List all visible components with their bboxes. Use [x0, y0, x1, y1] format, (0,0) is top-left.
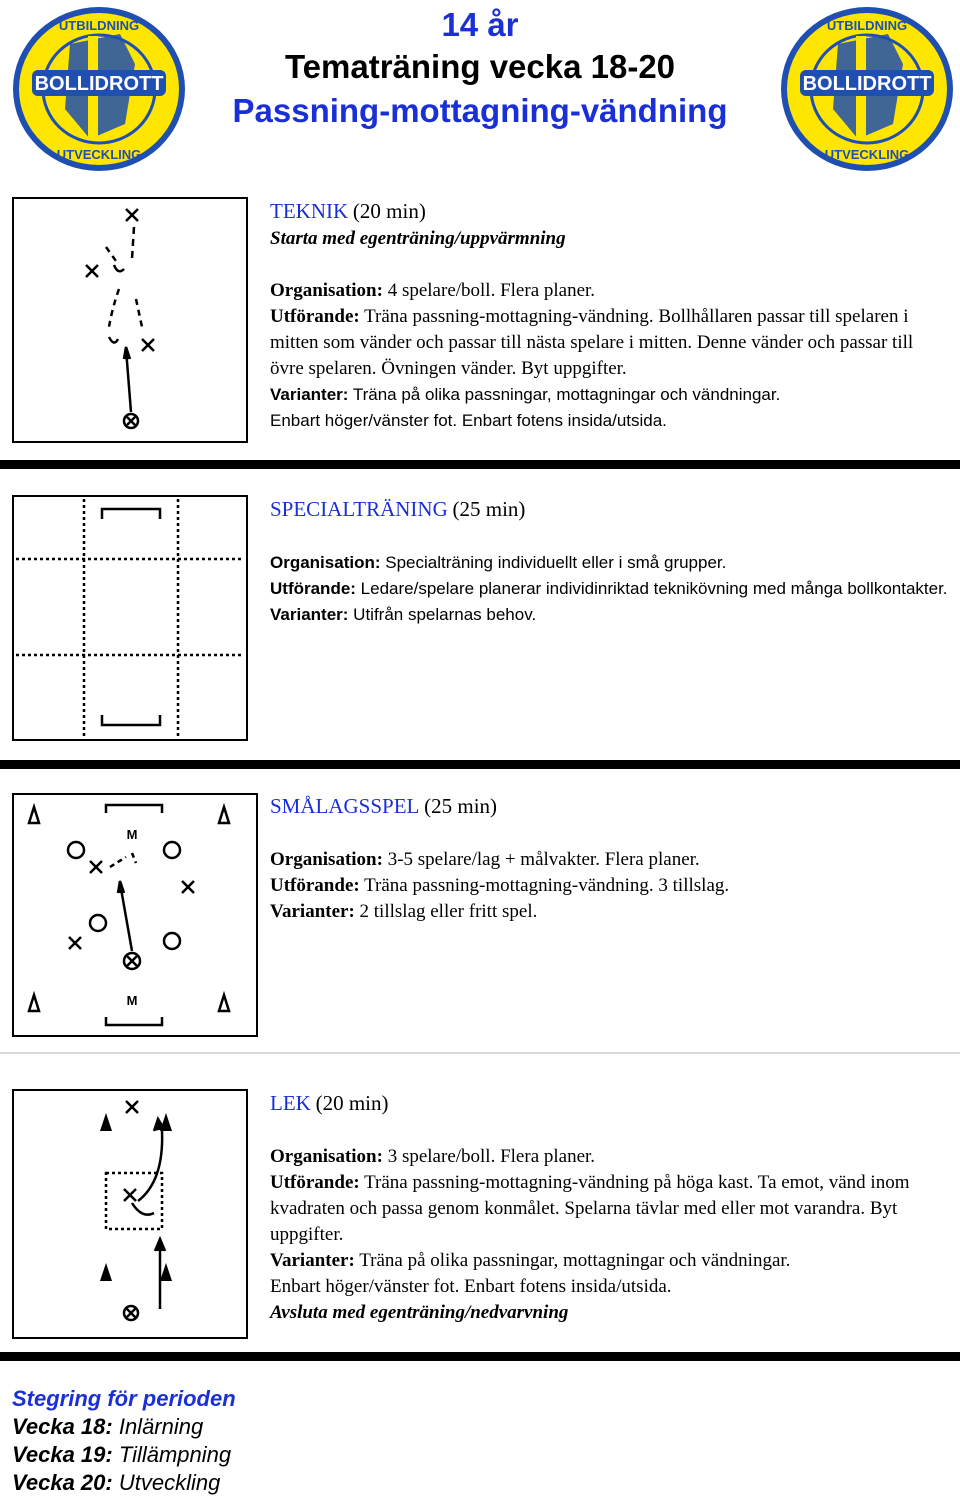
- specialtraning-diagram: [12, 495, 248, 741]
- bollidrott-logo-right: [778, 4, 956, 174]
- logo-bottom-text-right: UTVECKLING: [824, 147, 910, 162]
- footer-row-week18: [12, 1413, 236, 1441]
- smalagsspel-utf-text: Träna passning-mottagning-vändning. 3 tillslag.: [359, 875, 730, 896]
- smalagsspel-org-label: Organisation:: [270, 849, 383, 870]
- teknik-org-label: Organisation:: [270, 280, 383, 301]
- logo-main-text-right: BOLLIDROTT: [802, 73, 932, 95]
- teknik-intro: Starta med egenträning/uppvärmning: [270, 228, 566, 249]
- smalagsspel-text: [270, 793, 950, 925]
- teknik-title: TEKNIK: [270, 199, 349, 223]
- lek-text: [270, 1090, 950, 1326]
- specialtraning-var-text: Utifrån spelarnas behov.: [348, 605, 537, 624]
- lek-title: LEK: [270, 1091, 311, 1115]
- teknik-utf-text: Träna passning-mottagning-vändning. Bollhållaren passar till spelaren i mitten som vänder och passar till nästa spelare i mitten. Denne vänder och passar till övre spelaren. Övningen vänder. Byt uppgifter.: [270, 306, 914, 379]
- teknik-extra: Enbart höger/vänster fot. Enbart fotens insida/utsida.: [270, 411, 667, 430]
- teknik-var-label: Varianter:: [270, 385, 349, 404]
- smalagsspel-var-text: 2 tillslag eller fritt spel.: [354, 901, 538, 922]
- footer-row-key: Vecka 19:: [12, 1442, 113, 1467]
- lek-diagram: [12, 1089, 248, 1339]
- smalagsspel-utf-label: Utförande:: [270, 875, 360, 896]
- footer-row-key: Vecka 18:: [12, 1414, 113, 1439]
- logo-main-text-left: BOLLIDROTT: [34, 73, 164, 95]
- goalkeeper-mark-bottom: M: [126, 993, 138, 1008]
- specialtraning-org-label: Organisation:: [270, 553, 381, 572]
- lek-var-label: Varianter:: [270, 1250, 355, 1271]
- lek-outro: Avsluta med egenträning/nedvarvning: [270, 1302, 569, 1323]
- section-divider-1: [0, 460, 960, 469]
- lek-extra: Enbart höger/vänster fot. Enbart fotens insida/utsida.: [270, 1276, 672, 1297]
- lek-org-text: 3 spelare/boll. Flera planer.: [382, 1146, 596, 1167]
- logo-top-text-left: UTBILDNING: [58, 18, 140, 33]
- specialtraning-text: [270, 496, 950, 628]
- section-divider-2: [0, 760, 960, 769]
- footer-row-key: Vecka 20:: [12, 1470, 113, 1495]
- specialtraning-duration: (25 min): [452, 497, 526, 521]
- smalagsspel-duration: (25 min): [424, 794, 498, 818]
- footer-row-value: Inlärning: [112, 1414, 204, 1439]
- footer-row-week19: [12, 1441, 236, 1469]
- lek-var-text: Träna på olika passningar, mottagningar och vändningar.: [354, 1250, 791, 1271]
- smalagsspel-title: SMÅLAGSSPEL: [270, 794, 420, 818]
- footer-row-value: Tillämpning: [112, 1442, 232, 1467]
- smalagsspel-diagram: [12, 793, 258, 1037]
- section-divider-3: [0, 1052, 960, 1054]
- lek-utf-text: Träna passning-mottagning-vändning på höga kast. Ta emot, vänd inom kvadraten och passa genom konmålet. Spelarna tävlar med eller mot varandra. Byt uppgifter.: [270, 1172, 910, 1245]
- specialtraning-utf-text: Ledare/spelare planerar individinriktad teknikövning med många bollkontakter.: [355, 579, 948, 598]
- teknik-duration: (20 min): [352, 199, 426, 223]
- footer-title: Stegring för perioden: [12, 1386, 236, 1411]
- section-divider-4: [0, 1352, 960, 1361]
- header-theme: Passning-mottagning-vändning: [232, 92, 728, 129]
- lek-utf-label: Utförande:: [270, 1172, 360, 1193]
- smalagsspel-org-text: 3-5 spelare/lag + målvakter. Flera planer.: [382, 849, 700, 870]
- specialtraning-var-label: Varianter:: [270, 605, 349, 624]
- specialtraning-title: SPECIALTRÄNING: [270, 497, 448, 521]
- footer-row-week20: [12, 1469, 236, 1497]
- lek-duration: (20 min): [315, 1091, 389, 1115]
- header-title: Tematräning vecka 18-20: [284, 48, 676, 85]
- progression-footer: [12, 1385, 236, 1497]
- teknik-org-text: 4 spelare/boll. Flera planer.: [382, 280, 596, 301]
- logo-top-text-right: UTBILDNING: [826, 18, 908, 33]
- smalagsspel-var-label: Varianter:: [270, 901, 355, 922]
- teknik-var-text: Träna på olika passningar, mottagningar och vändningar.: [348, 385, 781, 404]
- page-header: [0, 0, 960, 180]
- footer-row-value: Utveckling: [112, 1470, 221, 1495]
- header-age: 14 år: [441, 6, 519, 43]
- teknik-text: [270, 198, 950, 434]
- lek-org-label: Organisation:: [270, 1146, 383, 1167]
- goalkeeper-mark-top: M: [126, 827, 138, 842]
- specialtraning-utf-label: Utförande:: [270, 579, 356, 598]
- teknik-diagram: [12, 197, 248, 443]
- teknik-utf-label: Utförande:: [270, 306, 360, 327]
- specialtraning-org-text: Specialträning individuellt eller i små grupper.: [380, 553, 727, 572]
- logo-bottom-text-left: UTVECKLING: [56, 147, 142, 162]
